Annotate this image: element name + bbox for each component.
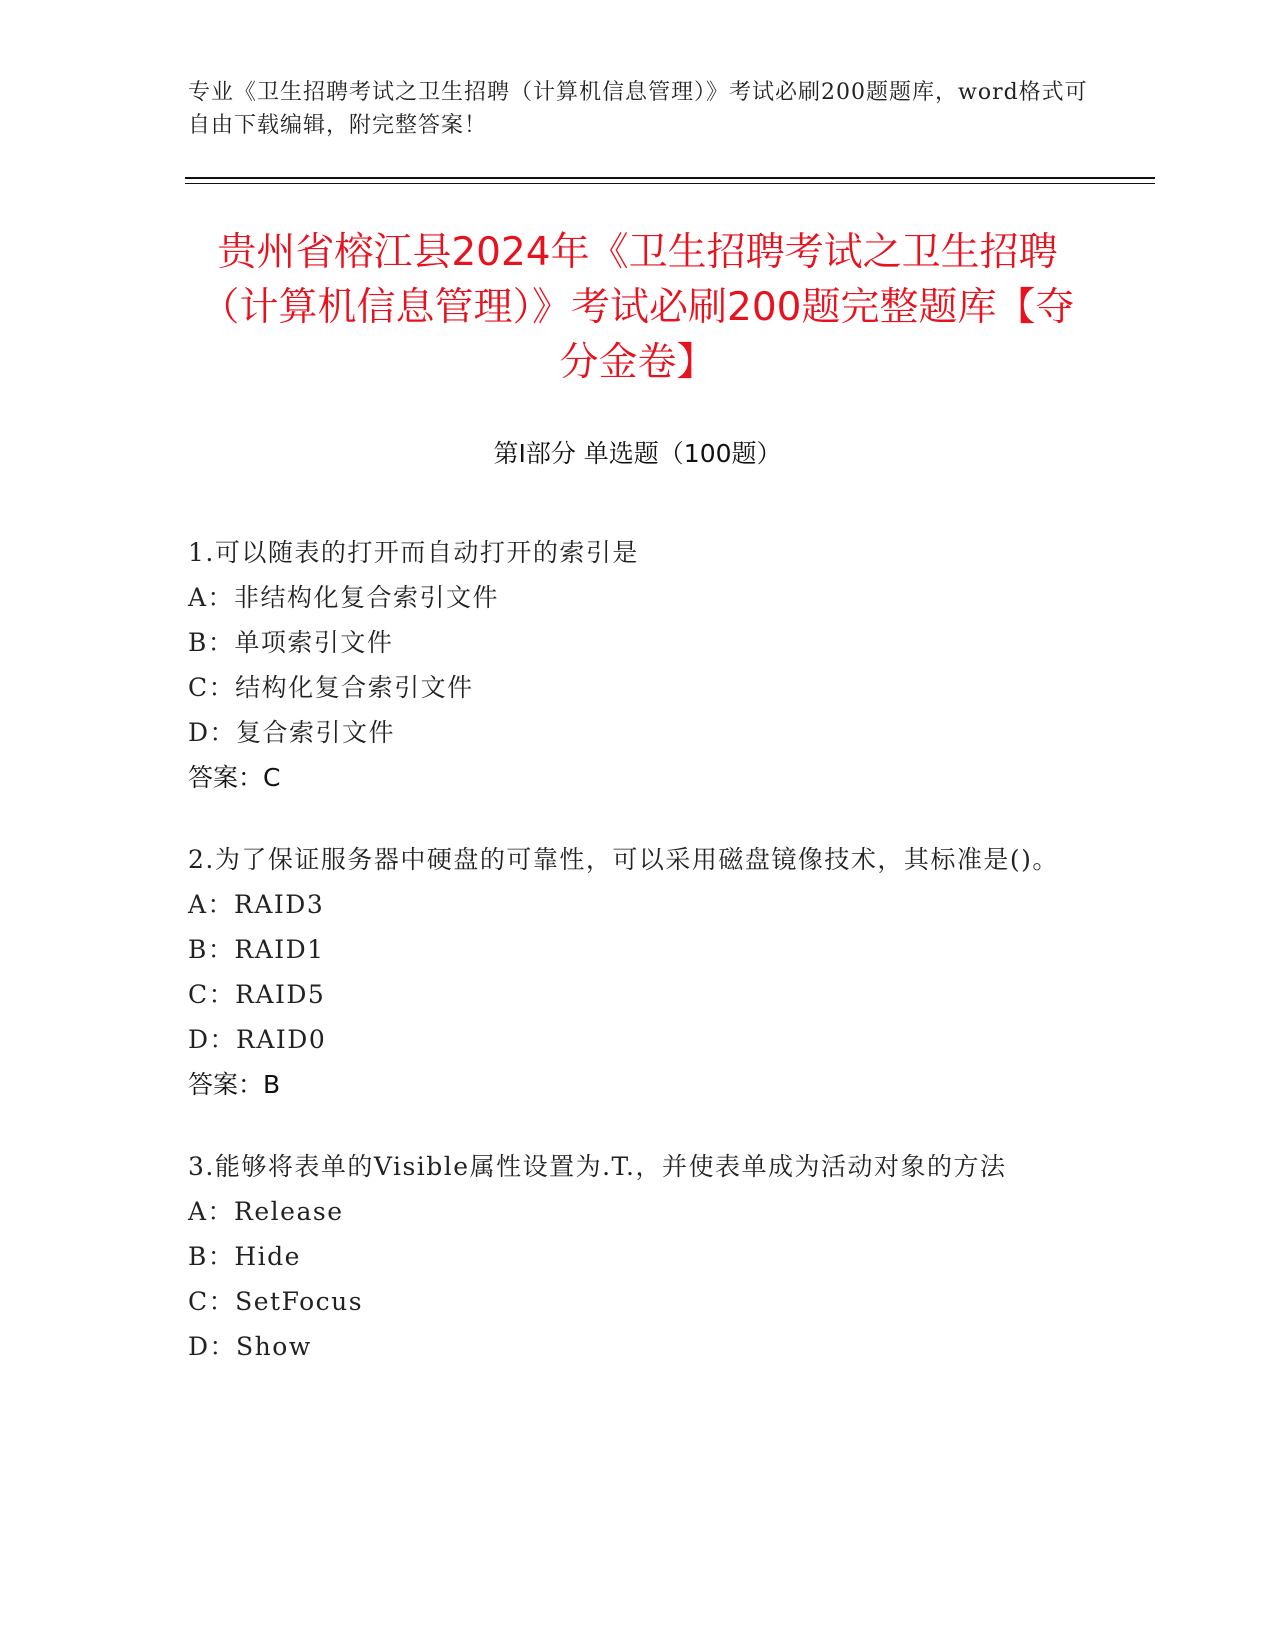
document-title: 贵州省榕江县2024年《卫生招聘考试之卫生招聘（计算机信息管理）》考试必刷200题完整题库【夺分金卷】 [200,230,1075,385]
option-b: B：单项索引文件 [188,628,394,657]
option-b: B：RAID1 [188,935,325,964]
option-c: C：结构化复合索引文件 [188,673,474,702]
question-3 [188,1144,1088,1369]
option-d: D：RAID0 [188,1025,327,1054]
header-divider-thick [185,177,1155,179]
question-stem: 1.可以随表的打开而自动打开的索引是 [188,538,639,567]
option-b: B：Hide [188,1242,301,1271]
header-divider-thin [185,183,1155,184]
option-a: A：RAID3 [188,890,325,919]
question-list [188,530,1088,1406]
question-1 [188,530,1088,800]
option-a: A：非结构化复合索引文件 [188,583,500,612]
option-d: D：复合索引文件 [188,718,396,747]
answer: 答案：B [188,1070,281,1099]
option-c: C：SetFocus [188,1287,364,1316]
question-stem: 2.为了保证服务器中硬盘的可靠性，可以采用磁盘镜像技术，其标准是()。 [188,845,1059,874]
option-a: A：Release [188,1197,344,1226]
header-note: 专业《卫生招聘考试之卫生招聘（计算机信息管理）》考试必刷200题题库，word格式可自由下载编辑，附完整答案！ [188,80,1088,138]
section-title: 第Ⅰ部分 单选题（100题） [493,439,782,468]
answer: 答案：C [188,763,281,792]
option-c: C：RAID5 [188,980,326,1009]
option-d: D：Show [188,1332,312,1361]
question-2 [188,837,1088,1107]
question-stem: 3.能够将表单的Visible属性设置为.T.，并使表单成为活动对象的方法 [188,1152,1007,1181]
